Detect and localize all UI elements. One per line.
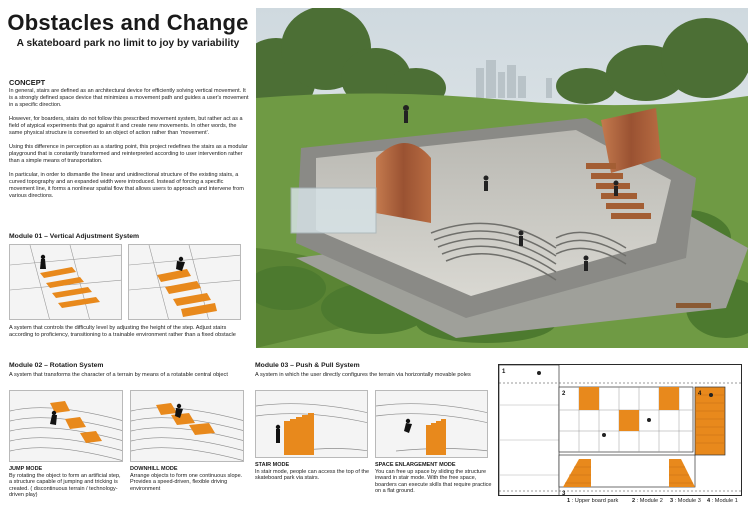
legend-label: : Upper board park	[571, 498, 619, 504]
module-3-description: A system in which the user directly configures the terrain via horizontally movable poles	[255, 372, 471, 378]
plan-legend-4	[707, 498, 738, 504]
legend-num: 3	[670, 498, 674, 504]
stair-mode-text: In stair mode, people can access the top of the skateboard park via stairs.	[255, 468, 370, 482]
module-1-diagram-low	[9, 244, 122, 320]
module-3-heading: Module 03 – Push & Pull System	[255, 362, 360, 369]
hero-render-image	[256, 8, 748, 348]
stair-mode-title: STAIR MODE	[255, 462, 290, 468]
concept-paragraph: Using this difference in perception as a starting point, this project redefines the stairs as a modular playground that is constantly transformed and reinterpreted according to user intervention rather than a simple means of transportation.	[9, 144, 248, 164]
legend-label: : Module 3	[674, 498, 701, 504]
zone-number-4: 4	[698, 391, 702, 397]
downhill-mode-text: Arrange objects to form one continuous slope. Provides a speed-driven, flexible driving environment	[130, 472, 243, 492]
module-1-diagram-high	[128, 244, 241, 320]
legend-label: : Module 2	[636, 498, 663, 504]
stair-mode-caption	[255, 462, 371, 482]
space-mode-text: You can free up space by sliding the structure inward in stair mode. With the free space, boarders can execute skills that require practice on a flat ground.	[375, 468, 492, 495]
module-2-heading: Module 02 – Rotation System	[9, 362, 104, 369]
plan-legend-1	[567, 498, 618, 504]
legend-label: : Module 1	[711, 498, 738, 504]
concept-paragraph: However, for boarders, stairs do not follow this prescribed movement system, but rather act as a field of atypical experiments that go against it and create new movements. In other words, the same physical structure is converted to an object of action rather than 'movement'.	[9, 116, 243, 136]
legend-num: 2	[632, 498, 636, 504]
legend-num: 4	[707, 498, 711, 504]
module-1-description: A system that controls the difficulty level by adjusting the height of the step. Adjust stairs according to proficiency, transitioning to a trainable environment rather than a fixed obstacle	[9, 325, 236, 338]
downhill-mode-caption	[130, 466, 246, 492]
plan-legend-3	[670, 498, 701, 504]
jump-mode-text: By rotating the object to form an artificial step, a structure capable of jumping and tricking is created. ( discontinuous terrain / technology-driven play)	[9, 472, 121, 499]
zone-number-2: 2	[562, 391, 566, 397]
module-2-description: A system that transforms the character of a terrain by means of a rotatable central object	[9, 372, 228, 378]
module-2-downhill-diagram	[130, 390, 244, 462]
zone-number-1: 1	[502, 369, 506, 375]
page-title: Obstacles and Change	[7, 10, 249, 35]
module-1-heading: Module 01 – Vertical Adjustment System	[9, 233, 140, 240]
site-plan-diagram	[498, 364, 742, 496]
space-mode-caption	[375, 462, 493, 495]
jump-mode-title: JUMP MODE	[9, 466, 43, 472]
module-2-jump-diagram	[9, 390, 123, 462]
jump-mode-caption	[9, 466, 125, 499]
legend-num: 1	[567, 498, 571, 504]
concept-heading: CONCEPT	[9, 78, 46, 87]
plan-legend-2	[632, 498, 663, 504]
module-3-stair-diagram	[255, 390, 368, 458]
concept-paragraph: In general, stairs are defined as an architectural device for efficiently solving vertical movement. It is a strongly defined space device that minimizes a movement path and guides a user's movement in a specific direction.	[9, 88, 249, 108]
concept-paragraph: In particular, in order to dismantle the linear and unidirectional structure of the existing stairs, a curved topography and an expanded width were introduced. Instead of forcing a specific movement line, it forms a nonlinear spatial flow that allows users to approach and intervene from various directions.	[9, 172, 244, 199]
zone-number-3: 3	[562, 491, 566, 496]
module-3-space-diagram	[375, 390, 488, 458]
downhill-mode-title: DOWNHILL MODE	[130, 466, 178, 472]
page-subtitle: A skateboard park no limit to joy by variability	[16, 38, 240, 49]
concept-body	[9, 88, 249, 207]
space-mode-title: SPACE ENLARGEMENT MODE	[375, 462, 456, 468]
